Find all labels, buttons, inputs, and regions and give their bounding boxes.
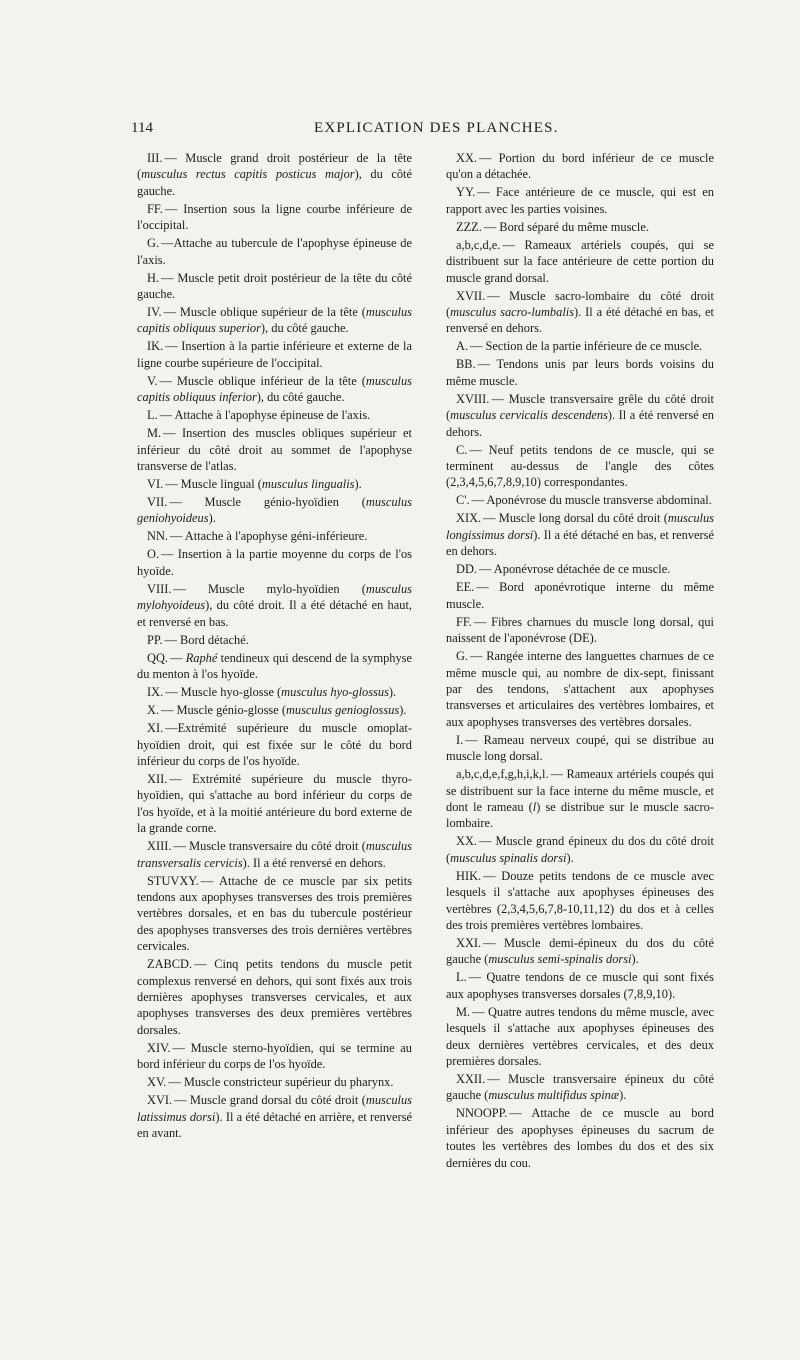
legend-entry	[446, 442, 714, 491]
legend-entry	[446, 1071, 714, 1104]
entry-text: — Muscle sacro-lombaire du côté droit (	[446, 288, 714, 320]
legend-entry	[137, 235, 412, 268]
legend-entry	[137, 476, 412, 492]
entry-label: YY.	[456, 185, 476, 200]
entry-text: — Muscle transversaire du côté droit (	[173, 839, 366, 854]
entry-text: — Neuf petits tendons de ce muscle, qui se terminent au-dessus de l'angle des côtes (2,3,4,5,6,7,8,9,10) correspondantes.	[446, 442, 714, 490]
entry-label: XIX.	[456, 511, 482, 526]
entry-text: —Extrémité supérieure du muscle omoplat-hyoïdien droit, qui est fixée sur le côté du bord inférieur du corps de l'os hyoïde.	[137, 721, 412, 768]
legend-entry	[137, 838, 412, 871]
entry-label: QQ.	[147, 650, 168, 665]
entry-label: NN.	[147, 529, 168, 544]
entry-label: XI.	[147, 721, 164, 736]
legend-entry	[137, 304, 412, 337]
entry-text: — Insertion des muscles obliques supérieur et inférieur du côté droit au sommet de l'apophyse transverse de l'atlas.	[137, 426, 412, 474]
legend-entry	[137, 546, 412, 579]
entry-text: — Muscle hyo-glosse (	[165, 685, 282, 700]
entry-text: — Fibres charnues du muscle long dorsal, qui naissent de l'aponévrose (DE).	[446, 614, 714, 646]
entry-label: C'.	[456, 493, 470, 508]
entry-text: — Muscle génio-glosse (	[161, 703, 286, 718]
legend-entry	[137, 407, 412, 423]
entry-text: — Muscle demi-épineux du dos du côté gauche (	[446, 935, 714, 967]
entry-text: — Douze petits tendons de ce muscle avec lesquels il s'attache aux apophyses épineuses des vertèbres (2,3,4,5,6,7,8-10,11,12) du dos et à celles des trois premières vertèbres lombaires.	[446, 868, 714, 932]
entry-text-end: ).	[631, 952, 639, 967]
entry-latin-name: musculus longissimus dorsi	[446, 511, 714, 542]
entry-text: — Rangée interne des languettes charnues de ce même muscle qui, au nombre de dix-sept, finissant par des tendons, s'attachent aux apophyses transverses et articulaires des vertèbres lombaires, et aux apophyses transverses des vertèbres dorsales.	[446, 649, 714, 729]
entry-text: — Muscle sterno-hyoïdien, qui se termine au bord inférieur du corps de l'os hyoïde.	[137, 1040, 412, 1072]
legend-entry	[446, 288, 714, 337]
entry-label: FF.	[456, 614, 472, 629]
entry-label: XXII.	[456, 1072, 486, 1086]
entry-text: — Insertion sous la ligne courbe inférieure de l'occipital.	[137, 201, 412, 233]
entry-text: — Muscle transversaire épineux du côté gauche (	[446, 1072, 714, 1103]
entry-label: III.	[147, 151, 163, 165]
entry-text-end: ), du côté gauche.	[256, 390, 345, 405]
entry-text: — Bord séparé du même muscle.	[483, 219, 649, 234]
legend-entry	[137, 632, 412, 648]
entry-text-end: tendineux qui descend de la symphyse du menton à l'os hyoïde.	[137, 650, 412, 682]
legend-entry	[446, 184, 714, 217]
entry-label: STUVXY.	[147, 873, 199, 888]
entry-latin-name: musculus multifidus spinæ	[488, 1088, 620, 1103]
entry-text: — Muscle petit droit postérieur de la tête du côté gauche.	[137, 270, 412, 302]
entry-latin-name: musculus genioglossus	[285, 703, 400, 718]
entry-label: XIII.	[147, 839, 172, 854]
legend-entry	[137, 270, 412, 303]
entry-text: — Bord détaché.	[164, 632, 249, 647]
entry-label: PP.	[147, 632, 163, 647]
entry-text: — Attache de ce muscle au bord inférieur des apophyses épineuses du sacrum de toutes les vertèbres des lombes du dos et des six dernières du cou.	[446, 1106, 714, 1170]
entry-text-end: ).	[399, 703, 407, 718]
entry-text: — Rameaux artériels coupés qui se distribuent sur la face interne du même muscle, et dont le rameau (	[446, 767, 714, 814]
entry-label: XV.	[147, 1075, 167, 1090]
entry-label: IX.	[147, 685, 164, 700]
legend-entry	[137, 373, 412, 406]
entry-label: IV.	[147, 305, 162, 320]
entry-text-end: ). Il a été renversé en dehors.	[446, 408, 714, 439]
running-title: EXPLICATION DES PLANCHES.	[314, 120, 559, 136]
legend-entry	[137, 771, 412, 837]
entry-text-end: ).	[388, 685, 397, 700]
entry-text: — Muscle oblique inférieur de la tête (	[159, 373, 366, 388]
entry-label: VI.	[147, 477, 164, 492]
entry-text-end: ), du côté droit. Il a été détaché en haut, et renversé en bas.	[137, 598, 412, 629]
legend-entry	[446, 732, 714, 765]
entry-label: ZABCD.	[147, 957, 193, 972]
entry-text-end: ). Il a été détaché en bas, et renversé en dehors.	[446, 305, 714, 336]
entry-label: XVI.	[147, 1093, 173, 1108]
entry-label: XII.	[147, 771, 168, 786]
legend-entry	[137, 720, 412, 769]
entry-text: — Aponévrose du muscle transverse abdominal.	[471, 493, 712, 508]
entry-text: — Muscle transversaire grêle du côté droit (	[446, 391, 714, 423]
entry-text-end: ).	[619, 1088, 627, 1103]
entry-text: — Section de la partie inférieure de ce muscle.	[470, 339, 703, 354]
entry-label: HIK.	[456, 868, 482, 883]
legend-entry	[446, 833, 714, 866]
entry-latin-name: musculus latissimus dorsi	[137, 1093, 412, 1124]
entry-text: — Muscle génio-hyoïdien (	[169, 495, 366, 510]
entry-label: O.	[147, 547, 160, 562]
entry-latin-name: l	[532, 799, 537, 814]
legend-entry	[446, 391, 714, 440]
legend-entry	[137, 528, 412, 544]
entry-label: NNOOPP.	[456, 1106, 508, 1121]
entry-label: G.	[147, 236, 160, 251]
entry-label: XVIII.	[456, 391, 490, 406]
legend-entry	[446, 648, 714, 730]
entry-label: M.	[456, 1004, 471, 1019]
entry-latin-name: musculus hyo-glossus	[281, 685, 389, 700]
entry-text-end: ) se distribue sur le muscle sacro-lombaire.	[446, 799, 714, 831]
entry-label: XX.	[456, 834, 477, 849]
entry-text: — Quatre tendons de ce muscle qui sont fixés aux apophyses transverses dorsales (7,8,9,10).	[446, 970, 714, 1001]
entry-label: IK.	[147, 339, 164, 354]
legend-entry	[137, 956, 412, 1038]
entry-label: XX.	[456, 151, 477, 165]
legend-entry	[137, 581, 412, 630]
entry-text: — Muscle lingual (	[165, 477, 262, 492]
entry-latin-name: musculus semi-spinalis dorsi	[488, 952, 632, 967]
entry-text: — Extrémité supérieure du muscle thyro-hyoïdien, qui s'attache au bord inférieur du corps de l'os hyoïde, et à la moitié antérieure du bord externe de la grande corne.	[137, 771, 412, 836]
entry-text: —	[170, 650, 186, 665]
entry-latin-name: musculus transversalis cervicis	[137, 839, 412, 870]
entry-text: — Muscle grand dorsal du côté droit (	[174, 1093, 366, 1108]
entry-latin-name: musculus cervicalis descendens	[450, 408, 608, 423]
entry-text: — Muscle long dorsal du côté droit (	[483, 511, 668, 526]
legend-entry	[446, 1105, 714, 1171]
legend-entry	[446, 766, 714, 832]
legend-entry	[137, 494, 412, 527]
entry-label: EE.	[456, 580, 475, 595]
entry-text: — Rameau nerveux coupé, qui se distribue au muscle long dorsal.	[446, 732, 714, 764]
entry-label: a,b,c,d,e.	[456, 237, 501, 252]
entry-text-end: ). Il a été détaché en arrière, et renversé en avant.	[137, 1109, 412, 1140]
entry-text: — Face antérieure de ce muscle, qui est en rapport avec les parties voisines.	[446, 185, 714, 216]
entry-label: XVII.	[456, 288, 486, 303]
entry-label: L.	[456, 970, 467, 985]
entry-latin-name: musculus capitis obliquus superior	[137, 305, 412, 336]
entry-label: I.	[456, 732, 464, 747]
legend-entry	[446, 935, 714, 968]
entry-text: — Muscle oblique supérieur de la tête (	[163, 305, 366, 320]
entry-latin-name: musculus geniohyoideus	[137, 495, 412, 526]
legend-entry	[137, 702, 412, 718]
legend-entry	[137, 1040, 412, 1073]
entry-label: DD.	[456, 562, 477, 577]
entry-label: A.	[456, 339, 469, 354]
legend-entry	[446, 237, 714, 286]
entry-label: V.	[147, 373, 158, 388]
legend-entry	[137, 1074, 412, 1090]
entry-text-end: ).	[566, 850, 574, 865]
page-header	[0, 120, 800, 142]
entry-label: H.	[147, 270, 160, 285]
entry-text: — Cinq petits tendons du muscle petit complexus renversé en dehors, qui sont fixés aux trois dernières apophyses transverses cervicales, et aux apophyses transverses des deux premières vertèbres dorsales.	[137, 957, 412, 1037]
entry-text-end: ). Il a été renversé en dehors.	[242, 855, 386, 870]
entry-latin-name: musculus spinalis dorsi	[450, 850, 567, 865]
entry-label: L.	[147, 408, 158, 423]
entry-text: — Bord aponévrotique interne du même muscle.	[446, 580, 714, 611]
entry-label: VIII.	[147, 581, 172, 596]
entry-label: C.	[456, 442, 468, 457]
entry-text-end: ). Il a été détaché en bas, et renversé en dehors.	[446, 527, 714, 559]
page-number: 114	[131, 120, 153, 136]
entry-text: — Muscle mylo-hyoïdien (	[173, 581, 366, 596]
entry-text: — Insertion à la partie moyenne du corps de l'os hyoïde.	[137, 547, 412, 578]
left-column	[137, 150, 412, 1143]
right-column	[446, 150, 714, 1173]
entry-latin-name: musculus lingualis	[261, 477, 355, 492]
entry-label: XXI.	[456, 935, 482, 950]
entry-latin-name: musculus sacro-lumbalis	[450, 305, 575, 320]
entry-label: XIV.	[147, 1040, 171, 1055]
entry-text-end: ), du côté gauche.	[137, 167, 412, 198]
legend-entry	[137, 201, 412, 234]
legend-entry	[446, 868, 714, 934]
legend-entry	[446, 219, 714, 235]
legend-entry	[137, 150, 412, 199]
entry-text: — Attache à l'apophyse épineuse de l'axis.	[159, 408, 371, 423]
legend-entry	[446, 150, 714, 183]
entry-label: FF.	[147, 201, 163, 216]
legend-entry	[137, 1092, 412, 1141]
entry-text: — Muscle grand épineux du dos du côté droit (	[446, 834, 714, 865]
legend-entry	[137, 684, 412, 700]
entry-text-end: ).	[354, 477, 362, 492]
entry-text-end: ), du côté gauche.	[260, 321, 349, 336]
legend-entry	[446, 338, 714, 354]
legend-entry	[137, 650, 412, 683]
entry-latin-name: musculus capitis obliquus inferior	[137, 373, 412, 405]
entry-text: — Rameaux artériels coupés, qui se distribuent sur la face antérieure de cette portion du muscle grand dorsal.	[446, 237, 714, 285]
entry-text: — Muscle grand droit postérieur de la tête (	[137, 151, 412, 182]
entry-text: — Aponévrose détachée de ce muscle.	[479, 562, 671, 577]
entry-text: — Insertion à la partie inférieure et externe de la ligne courbe supérieure de l'occipital.	[137, 339, 412, 370]
legend-entry	[446, 492, 714, 508]
entry-text: —Attache au tubercule de l'apophyse épineuse de l'axis.	[137, 236, 412, 267]
entry-label: VII.	[147, 495, 168, 510]
entry-text: — Portion du bord inférieur de ce muscle qu'on a détachée.	[446, 151, 714, 182]
entry-text: — Tendons unis par leurs bords voisins du même muscle.	[446, 357, 714, 388]
entry-latin-name: musculus mylohyoideus	[137, 581, 412, 613]
legend-entry	[137, 873, 412, 955]
entry-label: M.	[147, 426, 162, 441]
entry-text: — Attache à l'apophyse géni-inférieure.	[170, 529, 368, 544]
entry-text-end: ).	[208, 511, 216, 526]
entry-label: BB.	[456, 357, 476, 372]
entry-label: a,b,c,d,e,f,g,h,i,k,l.	[456, 767, 549, 782]
legend-entry	[446, 969, 714, 1002]
legend-entry	[446, 614, 714, 647]
entry-latin-name: musculus rectus capitis posticus major	[141, 167, 355, 182]
entry-label: X.	[147, 703, 160, 718]
legend-entry	[446, 561, 714, 577]
entry-label: G.	[456, 649, 469, 664]
entry-label: ZZZ.	[456, 219, 482, 234]
legend-entry	[446, 1004, 714, 1070]
legend-entry	[446, 356, 714, 389]
legend-entry	[446, 579, 714, 612]
entry-latin-name: Raphé	[185, 650, 218, 665]
entry-text: — Muscle constricteur supérieur du pharynx.	[168, 1075, 394, 1090]
legend-entry	[137, 338, 412, 371]
legend-entry	[137, 425, 412, 474]
legend-entry	[446, 510, 714, 559]
entry-text: — Quatre autres tendons du même muscle, avec lesquels il s'attache aux apophyses épineuses des deux dernières vertèbres cervicales, et des deux premières dorsales.	[446, 1004, 714, 1068]
entry-text: — Attache de ce muscle par six petits tendons aux apophyses transverses des trois premières vertèbres dorsales, et en bas du tubercule postérieur des apophyses transverses des trois dernières vertèbres cervicales.	[137, 873, 412, 954]
